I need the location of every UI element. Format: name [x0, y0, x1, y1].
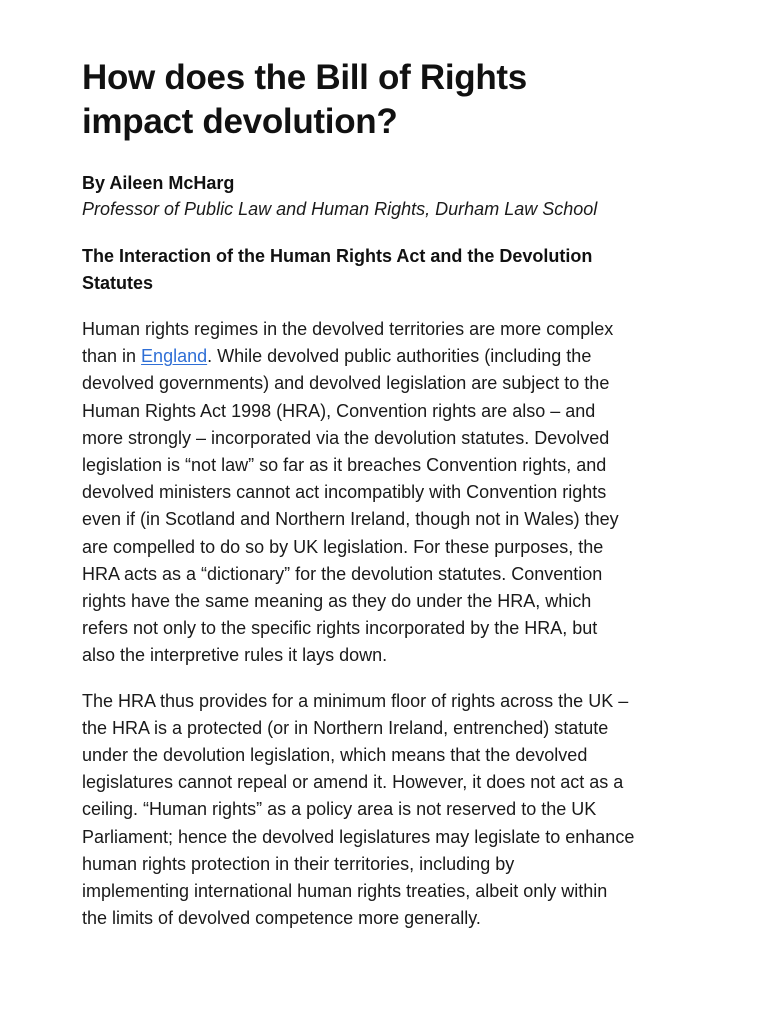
- paragraph-line: devolved governments) and devolved legislation are subject to the: [82, 373, 610, 394]
- author-byline: By Aileen McHarg: [82, 173, 235, 193]
- paragraph-text: than in: [82, 346, 142, 367]
- body-paragraph-2: [82, 688, 702, 933]
- paragraph-line: are compelled to do so by UK legislation. For these purposes, the: [82, 536, 604, 557]
- paragraph-line: legislation is “not law” so far as it breaches Convention rights, and: [82, 455, 607, 476]
- body-paragraph-1: [82, 316, 702, 670]
- author-affiliation: Professor of Public Law and Human Rights, Durham Law School: [82, 199, 598, 219]
- england-link[interactable]: England: [141, 346, 208, 367]
- title-line: impact devolution?: [82, 102, 398, 141]
- paragraph-line: refers not only to the specific rights incorporated by the HRA, but: [82, 618, 598, 639]
- paragraph-line: implementing international human rights treaties, albeit only within: [82, 881, 608, 902]
- paragraph-text: . While devolved public authorities (including the: [207, 346, 592, 367]
- paragraph-line: ceiling. “Human rights” as a policy area is not reserved to the UK: [82, 799, 597, 820]
- paragraph-line: legislatures cannot repeal or amend it. However, it does not act as a: [82, 772, 624, 793]
- paragraph-line: HRA acts as a “dictionary” for the devolution statutes. Convention: [82, 563, 603, 584]
- paragraph-line: Human rights regimes in the devolved territories are more complex: [82, 319, 614, 339]
- article: [82, 56, 702, 932]
- paragraph-line: rights have the same meaning as they do under the HRA, which: [82, 591, 592, 612]
- section-heading: [82, 243, 702, 297]
- paragraph-line: the HRA is a protected (or in Northern Ireland, entrenched) statute: [82, 717, 609, 738]
- paragraph-line: even if (in Scotland and Northern Ireland, though not in Wales) they: [82, 509, 619, 530]
- paragraph-line: Human Rights Act 1998 (HRA), Convention rights are also – and: [82, 400, 596, 421]
- paragraph-line: devolved ministers cannot act incompatibly with Convention rights: [82, 482, 607, 503]
- section-heading-line: Statutes: [82, 273, 154, 293]
- paragraph-line: also the interpretive rules it lays down.: [82, 645, 388, 666]
- paragraph-line: the limits of devolved competence more generally.: [82, 908, 481, 929]
- paragraph-line: under the devolution legislation, which means that the devolved: [82, 745, 588, 766]
- article-title: [82, 56, 702, 144]
- paragraph-line: more strongly – incorporated via the devolution statutes. Devolved: [82, 427, 610, 448]
- paragraph-line: Parliament; hence the devolved legislatures may legislate to enhance: [82, 826, 635, 847]
- paragraph-line: human rights protection in their territories, including by: [82, 853, 515, 874]
- paragraph-line: [82, 343, 702, 370]
- section-heading-line: The Interaction of the Human Rights Act and the Devolution: [82, 246, 593, 266]
- title-line: How does the Bill of Rights: [82, 58, 527, 97]
- paragraph-line: The HRA thus provides for a minimum floor of rights across the UK –: [82, 690, 629, 711]
